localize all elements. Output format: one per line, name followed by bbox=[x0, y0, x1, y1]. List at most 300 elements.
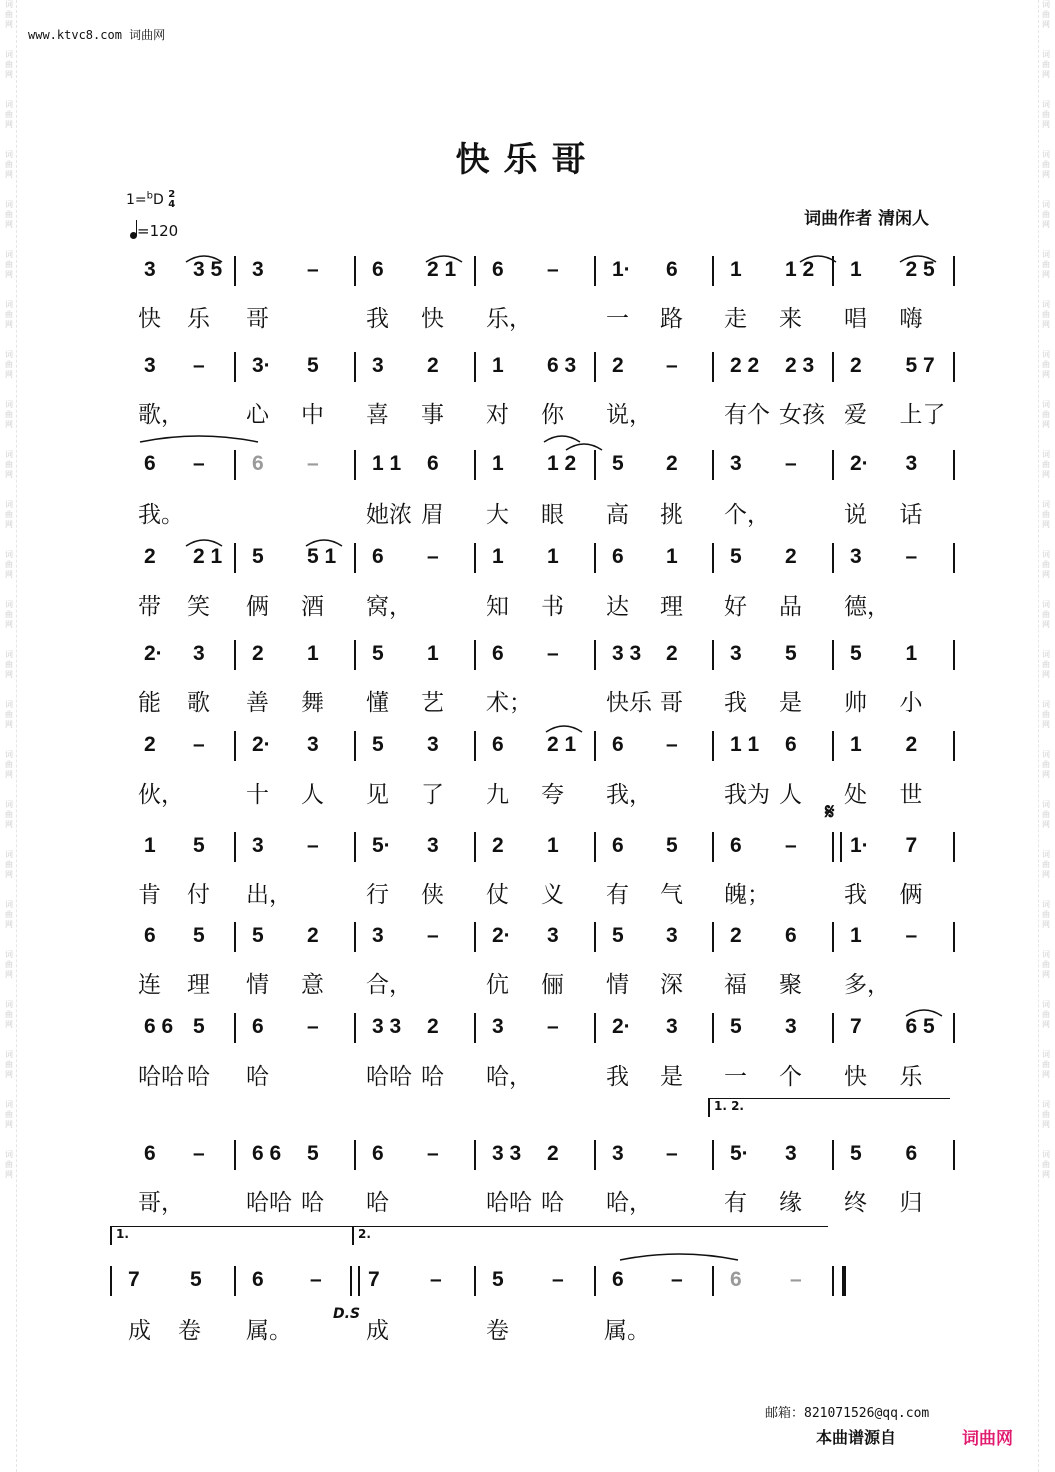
lyric-syllable: 夸 bbox=[541, 782, 564, 808]
lyric-syllable: 缘 bbox=[779, 1190, 802, 1216]
note-token: 2 bbox=[252, 642, 264, 665]
note-token: 2· bbox=[252, 733, 271, 756]
lyric-syllable: 哈哈 bbox=[366, 1064, 412, 1090]
note-token: 6 bbox=[612, 1268, 624, 1291]
lyric-syllable: 品 bbox=[779, 594, 802, 620]
note-token: – bbox=[193, 733, 205, 756]
lyric-syllable: 哈 bbox=[421, 1064, 444, 1090]
lyric-syllable: 哈， bbox=[486, 1064, 532, 1090]
note-token: 7 bbox=[905, 834, 918, 857]
note-token: 5 bbox=[193, 834, 205, 857]
note-token: 2 bbox=[666, 452, 678, 475]
note-token: 6 bbox=[252, 1015, 264, 1038]
composer-credit: 词曲作者 清闲人 bbox=[804, 209, 929, 229]
lyric-syllable: 女孩 bbox=[779, 402, 825, 428]
note-token: 2 bbox=[144, 733, 156, 756]
note-token: 6 bbox=[492, 642, 504, 665]
lyric-syllable: 聚 bbox=[779, 972, 802, 998]
note-token: – bbox=[427, 924, 439, 947]
note-token: 6 bbox=[612, 733, 624, 756]
lyric-syllable: 侠 bbox=[421, 882, 444, 908]
lyric-syllable: 行 bbox=[366, 882, 389, 908]
lyric-syllable: 合， bbox=[366, 972, 412, 998]
lyric-syllable: 一 bbox=[724, 1064, 747, 1090]
lyric-syllable: 属。 bbox=[604, 1318, 650, 1344]
lyric-syllable: 俩 bbox=[899, 882, 923, 908]
slur bbox=[306, 540, 342, 546]
volta-bracket-2: 2. bbox=[352, 1226, 828, 1245]
note-token: 3 bbox=[427, 733, 439, 756]
note-token: 2 1 bbox=[547, 733, 577, 756]
note-token: 6 bbox=[666, 258, 678, 281]
note-token: 3 bbox=[372, 354, 384, 377]
lyric-syllable: 眼 bbox=[541, 502, 564, 528]
key-flat: b bbox=[146, 190, 153, 202]
note-token: – bbox=[785, 834, 797, 857]
note-token: – bbox=[547, 258, 559, 281]
note-token: 5 bbox=[307, 354, 319, 377]
note-token: 3 bbox=[666, 924, 678, 947]
note-token: 5 bbox=[190, 1268, 202, 1291]
note-token: – bbox=[307, 834, 319, 857]
note-token: 5 7 bbox=[905, 354, 935, 377]
note-token: 5 bbox=[307, 1142, 319, 1165]
note-token: 6 bbox=[144, 1142, 156, 1165]
lyric-syllable: 深 bbox=[660, 972, 683, 998]
slur bbox=[546, 726, 582, 732]
note-token: – bbox=[307, 258, 319, 281]
lyric-syllable: 我 bbox=[606, 1064, 629, 1090]
lyric-syllable: 成 bbox=[128, 1318, 151, 1344]
lyric-syllable: 是 bbox=[779, 690, 802, 716]
note-token: 5 bbox=[850, 1142, 862, 1165]
note-token: 1 1 bbox=[730, 733, 760, 756]
lyric-syllable: 德， bbox=[844, 594, 890, 620]
note-token: 6 bbox=[785, 924, 797, 947]
note-token: 5 bbox=[252, 924, 264, 947]
lyric-syllable: 处 bbox=[844, 782, 867, 808]
note-token: – bbox=[427, 1142, 439, 1165]
note-token: 2 bbox=[905, 733, 918, 756]
note-token: 1 bbox=[666, 545, 678, 568]
lyric-syllable: 乐 bbox=[899, 1064, 923, 1090]
note-token: 3 bbox=[785, 1015, 797, 1038]
note-token: 6 5 bbox=[905, 1015, 935, 1038]
lyric-syllable: 你 bbox=[541, 402, 564, 428]
note-token: 5 bbox=[193, 1015, 205, 1038]
lyric-syllable: 术； bbox=[486, 690, 532, 716]
note-token: – bbox=[310, 1268, 322, 1291]
note-token: – bbox=[307, 1015, 319, 1038]
slur bbox=[906, 1010, 942, 1016]
note-token: 1 2 bbox=[547, 452, 577, 475]
lyric-syllable: 乐， bbox=[486, 306, 532, 332]
note-token: 2 bbox=[492, 834, 504, 857]
note-token: – bbox=[307, 452, 319, 475]
lyric-syllable: 酒 bbox=[301, 594, 324, 620]
lyric-syllable: 快 bbox=[421, 306, 444, 332]
lyric-syllable: 哈， bbox=[606, 1190, 652, 1216]
note-token: 6 bbox=[612, 834, 624, 857]
note-token: 3 bbox=[144, 354, 156, 377]
lyric-syllable: 心 bbox=[246, 402, 269, 428]
lyric-syllable: 九 bbox=[486, 782, 509, 808]
note-token: – bbox=[666, 733, 678, 756]
note-token: 1 bbox=[427, 642, 439, 665]
slur bbox=[186, 540, 222, 546]
note-token: 3 bbox=[307, 733, 319, 756]
note-token: 3 bbox=[427, 834, 439, 857]
lyric-syllable: 快乐 bbox=[606, 690, 652, 716]
note-token: 1 bbox=[850, 258, 862, 281]
note-token: 3 3 bbox=[372, 1015, 402, 1038]
lyric-syllable: 伙， bbox=[138, 782, 184, 808]
lyric-syllable: 能 bbox=[138, 690, 161, 716]
note-token: – bbox=[671, 1268, 683, 1291]
lyric-syllable: 哈 bbox=[541, 1190, 564, 1216]
lyric-syllable: 大 bbox=[486, 502, 509, 528]
note-token: – bbox=[193, 354, 205, 377]
lyric-syllable: 付 bbox=[187, 882, 210, 908]
lyric-syllable: 俪 bbox=[541, 972, 564, 998]
slur bbox=[186, 256, 222, 262]
note-token: 2 bbox=[612, 354, 624, 377]
note-token: 1 bbox=[492, 354, 504, 377]
note-token: 1 bbox=[144, 834, 156, 857]
lyric-syllable: 个， bbox=[724, 502, 770, 528]
lyric-syllable: 窝， bbox=[366, 594, 412, 620]
volta-bracket-1-2: 1. 2. bbox=[708, 1098, 950, 1117]
note-token: 5 bbox=[252, 545, 264, 568]
note-token: 2 bbox=[730, 924, 742, 947]
key-note: D bbox=[153, 192, 164, 208]
note-token: 5 1 bbox=[307, 545, 337, 568]
note-token: 7 bbox=[368, 1268, 380, 1291]
note-token: 3 bbox=[785, 1142, 797, 1165]
segno-icon: 𝄋 bbox=[825, 800, 835, 825]
note-token: – bbox=[905, 545, 918, 568]
lyric-syllable: 属。 bbox=[246, 1318, 292, 1344]
note-token: – bbox=[552, 1268, 564, 1291]
note-token: 1 2 bbox=[785, 258, 815, 281]
note-token: – bbox=[666, 1142, 678, 1165]
lyric-syllable: 中 bbox=[301, 402, 324, 428]
note-token: – bbox=[785, 452, 797, 475]
note-token: 3 bbox=[492, 1015, 504, 1038]
note-token: 5 bbox=[193, 924, 205, 947]
lyric-syllable: 意 bbox=[301, 972, 324, 998]
note-token: 2 bbox=[427, 354, 439, 377]
lyric-syllable: 我 bbox=[724, 690, 747, 716]
lyric-syllable: 我为 bbox=[724, 782, 770, 808]
lyric-syllable: 哈 bbox=[301, 1190, 324, 1216]
key-prefix: 1= bbox=[126, 192, 147, 208]
note-token: 6 bbox=[372, 545, 384, 568]
lyric-syllable: 说， bbox=[606, 402, 652, 428]
lyric-syllable: 卷 bbox=[486, 1318, 509, 1344]
lyric-syllable: 哥 bbox=[660, 690, 683, 716]
lyric-syllable: 说 bbox=[844, 502, 867, 528]
note-token: 5 bbox=[730, 545, 742, 568]
lyric-syllable: 善 bbox=[246, 690, 269, 716]
note-token: – bbox=[905, 924, 918, 947]
lyric-syllable: 人 bbox=[301, 782, 324, 808]
note-token: 1 bbox=[547, 834, 559, 857]
lyric-syllable: 理 bbox=[660, 594, 683, 620]
lyric-syllable: 肯 bbox=[138, 882, 161, 908]
note-token: 6 bbox=[785, 733, 797, 756]
lyric-syllable: 多， bbox=[844, 972, 890, 998]
note-token: 5 bbox=[492, 1268, 504, 1291]
lyric-syllable: 乐 bbox=[187, 306, 210, 332]
lyric-syllable: 有 bbox=[606, 882, 629, 908]
note-token: – bbox=[790, 1268, 802, 1291]
lyric-syllable: 上了 bbox=[899, 402, 946, 428]
note-token: 3 bbox=[252, 258, 264, 281]
lyric-syllable: 福 bbox=[724, 972, 747, 998]
lyric-syllable: 伉 bbox=[486, 972, 509, 998]
lyric-syllable: 情 bbox=[606, 972, 629, 998]
note-token: 6 3 bbox=[547, 354, 577, 377]
slur bbox=[800, 256, 836, 262]
lyric-syllable: 话 bbox=[899, 502, 923, 528]
note-token: 1 bbox=[492, 545, 504, 568]
lyric-syllable: 好 bbox=[724, 594, 747, 620]
note-token: 6 bbox=[612, 545, 624, 568]
lyric-syllable: 嗨 bbox=[899, 306, 923, 332]
note-token: 3 bbox=[612, 1142, 624, 1165]
left-watermark-strip: 词 曲 网 词 曲 网 词 曲 网 词 曲 网 词 曲 网 词 曲 网 词 曲 网 词 曲 网 词 曲 网 词 曲 网 词 曲 网 词 曲 网 词 曲 网 词 曲 网 词 曲 网 词 曲 网 词 曲 网 词 曲 网 词 曲 网 词 曲 网 词 曲 网 词 曲 网 词 曲 网 词 曲 网 bbox=[2, 0, 17, 1472]
footer-email: 邮箱：821071526@qq.com bbox=[765, 1406, 930, 1421]
lyric-syllable: 人 bbox=[779, 782, 802, 808]
note-token: 1 bbox=[547, 545, 559, 568]
note-token: 1 bbox=[492, 452, 504, 475]
note-token: 1 bbox=[850, 924, 862, 947]
lyric-syllable: 义 bbox=[541, 882, 564, 908]
slur bbox=[620, 1254, 738, 1260]
note-token: 5 bbox=[666, 834, 678, 857]
lyric-syllable: 挑 bbox=[660, 502, 683, 528]
note-token: 2 bbox=[666, 642, 678, 665]
footer-source: 本曲谱源自 bbox=[816, 1428, 897, 1447]
lyric-syllable: 一 bbox=[606, 306, 629, 332]
time-top: 2 bbox=[168, 189, 176, 200]
note-token: 3· bbox=[252, 354, 271, 377]
lyric-syllable: 出， bbox=[246, 882, 292, 908]
lyric-syllable: 归 bbox=[899, 1190, 923, 1216]
note-token: 6 bbox=[492, 258, 504, 281]
note-token: 3 bbox=[372, 924, 384, 947]
volta-bracket-1: 1. bbox=[110, 1226, 352, 1245]
lyric-syllable: 我 bbox=[366, 306, 389, 332]
lyric-syllable: 魄； bbox=[724, 882, 770, 908]
lyric-syllable: 事 bbox=[421, 402, 444, 428]
note-token: 5 bbox=[372, 642, 384, 665]
lyric-syllable: 我 bbox=[844, 882, 867, 908]
lyric-syllable: 哈 bbox=[187, 1064, 210, 1090]
note-token: 2 1 bbox=[427, 258, 457, 281]
note-token: – bbox=[427, 545, 439, 568]
lyric-syllable: 艺 bbox=[421, 690, 444, 716]
lyric-syllable: 哈 bbox=[366, 1190, 389, 1216]
note-token: 5 bbox=[730, 1015, 742, 1038]
note-token: 6 bbox=[427, 452, 439, 475]
footer-brand: 词曲网 bbox=[962, 1429, 1013, 1449]
note-token: 6 6 bbox=[144, 1015, 174, 1038]
note-token: 3 bbox=[730, 642, 742, 665]
note-token: 6 bbox=[144, 452, 156, 475]
note-token: 2 1 bbox=[193, 545, 223, 568]
note-token: 2· bbox=[612, 1015, 631, 1038]
note-token: 1 bbox=[850, 733, 862, 756]
lyric-syllable: 快 bbox=[138, 306, 161, 332]
slur bbox=[566, 444, 602, 450]
lyric-syllable: 歌， bbox=[138, 402, 184, 428]
lyric-syllable: 我。 bbox=[138, 502, 184, 528]
note-token: – bbox=[430, 1268, 442, 1291]
lyric-syllable: 眉 bbox=[421, 502, 444, 528]
note-token: 2 bbox=[144, 545, 156, 568]
lyric-syllable: 高 bbox=[606, 502, 629, 528]
lyric-syllable: 哥， bbox=[138, 1190, 184, 1216]
note-token: 3 bbox=[905, 452, 918, 475]
note-token: 6 6 bbox=[252, 1142, 282, 1165]
note-token: 3 bbox=[144, 258, 156, 281]
lyric-syllable: 仗 bbox=[486, 882, 509, 908]
note-token: 5 bbox=[612, 452, 624, 475]
note-token: 2· bbox=[850, 452, 869, 475]
lyric-syllable: 有个 bbox=[724, 402, 770, 428]
note-token: – bbox=[193, 1142, 205, 1165]
note-token: 6 bbox=[492, 733, 504, 756]
note-token: 7 bbox=[128, 1268, 140, 1291]
note-token: 5 bbox=[612, 924, 624, 947]
note-token: 6 bbox=[730, 834, 742, 857]
lyric-syllable: 来 bbox=[779, 306, 802, 332]
lyric-syllable: 歌 bbox=[187, 690, 210, 716]
lyric-syllable: 路 bbox=[660, 306, 683, 332]
lyric-syllable: 帅 bbox=[844, 690, 867, 716]
site-header: www.ktvc8.com 词曲网 bbox=[28, 28, 166, 42]
lyric-syllable: 成 bbox=[366, 1318, 389, 1344]
right-watermark-strip: 词 曲 网 词 曲 网 词 曲 网 词 曲 网 词 曲 网 词 曲 网 词 曲 网 词 曲 网 词 曲 网 词 曲 网 词 曲 网 词 曲 网 词 曲 网 词 曲 网 词 曲 网 词 曲 网 词 曲 网 词 曲 网 词 曲 网 词 曲 网 词 曲 网 词 曲 网 词 曲 网 词 曲 网 bbox=[1038, 0, 1053, 1472]
tempo-value: =120 bbox=[137, 222, 179, 240]
lyric-syllable: 十 bbox=[246, 782, 269, 808]
note-token: 2 bbox=[427, 1015, 439, 1038]
note-token: 2 bbox=[307, 924, 319, 947]
note-token: 5 bbox=[372, 733, 384, 756]
note-token: 2 bbox=[547, 1142, 559, 1165]
note-token: – bbox=[666, 354, 678, 377]
note-token: – bbox=[547, 642, 559, 665]
note-token: 2 bbox=[785, 545, 797, 568]
song-title: 快乐哥 bbox=[455, 140, 600, 180]
time-bottom: 4 bbox=[168, 199, 176, 210]
lyric-syllable: 哈 bbox=[246, 1064, 269, 1090]
note-token: 2 5 bbox=[905, 258, 935, 281]
lyric-syllable: 世 bbox=[899, 782, 923, 808]
lyric-syllable: 唱 bbox=[844, 306, 867, 332]
note-token: 3 5 bbox=[193, 258, 223, 281]
note-token: 3 bbox=[193, 642, 205, 665]
lyric-syllable: 小 bbox=[899, 690, 923, 716]
note-token: 1 bbox=[307, 642, 319, 665]
lyric-syllable: 见 bbox=[366, 782, 389, 808]
dal-segno-marking: D.S bbox=[333, 1306, 361, 1322]
note-token: 1 bbox=[730, 258, 742, 281]
lyric-syllable: 快 bbox=[844, 1064, 867, 1090]
lyric-syllable: 是 bbox=[660, 1064, 683, 1090]
note-token: 3 bbox=[547, 924, 559, 947]
note-token: 7 bbox=[850, 1015, 862, 1038]
note-token: 2 bbox=[850, 354, 862, 377]
lyric-syllable: 她浓 bbox=[366, 502, 412, 528]
lyric-syllable: 舞 bbox=[301, 690, 324, 716]
lyric-syllable: 哈哈 bbox=[486, 1190, 532, 1216]
note-token: 3 3 bbox=[492, 1142, 522, 1165]
note-token: 1· bbox=[612, 258, 631, 281]
lyric-syllable: 爱 bbox=[844, 402, 867, 428]
note-token: 3 bbox=[850, 545, 862, 568]
lyric-syllable: 个 bbox=[779, 1064, 802, 1090]
lyric-syllable: 笑 bbox=[187, 594, 210, 620]
note-token: 6 bbox=[372, 258, 384, 281]
lyric-syllable: 哈哈 bbox=[246, 1190, 292, 1216]
note-token: – bbox=[547, 1015, 559, 1038]
note-token: 6 bbox=[144, 924, 156, 947]
lyric-syllable: 理 bbox=[187, 972, 210, 998]
note-token: 1· bbox=[850, 834, 869, 857]
lyric-syllable: 气 bbox=[660, 882, 683, 908]
note-token: 6 bbox=[252, 1268, 264, 1291]
note-token: 2· bbox=[492, 924, 511, 947]
note-token: 3 bbox=[666, 1015, 678, 1038]
slur bbox=[426, 256, 462, 262]
note-token: 6 bbox=[730, 1268, 742, 1291]
note-token: 1 1 bbox=[372, 452, 402, 475]
note-token: 5 bbox=[850, 642, 862, 665]
lyric-syllable: 懂 bbox=[366, 690, 389, 716]
lyric-syllable: 有 bbox=[724, 1190, 747, 1216]
lyric-syllable: 达 bbox=[606, 594, 629, 620]
note-token: 6 bbox=[372, 1142, 384, 1165]
lyric-syllable: 书 bbox=[541, 594, 564, 620]
note-token: 6 bbox=[252, 452, 264, 475]
lyric-syllable: 了 bbox=[421, 782, 444, 808]
lyric-syllable: 带 bbox=[138, 594, 161, 620]
lyric-syllable: 俩 bbox=[246, 594, 269, 620]
lyric-syllable: 哥 bbox=[246, 306, 269, 332]
lyric-syllable: 卷 bbox=[178, 1318, 201, 1344]
note-token: 3 bbox=[730, 452, 742, 475]
lyric-syllable: 走 bbox=[724, 306, 747, 332]
note-token: 2· bbox=[144, 642, 163, 665]
note-token: 2 2 bbox=[730, 354, 760, 377]
note-token: 1 bbox=[905, 642, 918, 665]
note-token: 2 3 bbox=[785, 354, 815, 377]
lyric-syllable: 知 bbox=[486, 594, 509, 620]
note-token: 5 bbox=[785, 642, 797, 665]
lyric-syllable: 连 bbox=[138, 972, 161, 998]
lyric-syllable: 哈哈 bbox=[138, 1064, 184, 1090]
lyric-syllable: 喜 bbox=[366, 402, 389, 428]
lyric-syllable: 情 bbox=[246, 972, 269, 998]
note-token: 3 bbox=[252, 834, 264, 857]
note-token: 3 3 bbox=[612, 642, 642, 665]
note-token: 5· bbox=[372, 834, 391, 857]
note-token: 5· bbox=[730, 1142, 749, 1165]
slur bbox=[140, 436, 258, 442]
